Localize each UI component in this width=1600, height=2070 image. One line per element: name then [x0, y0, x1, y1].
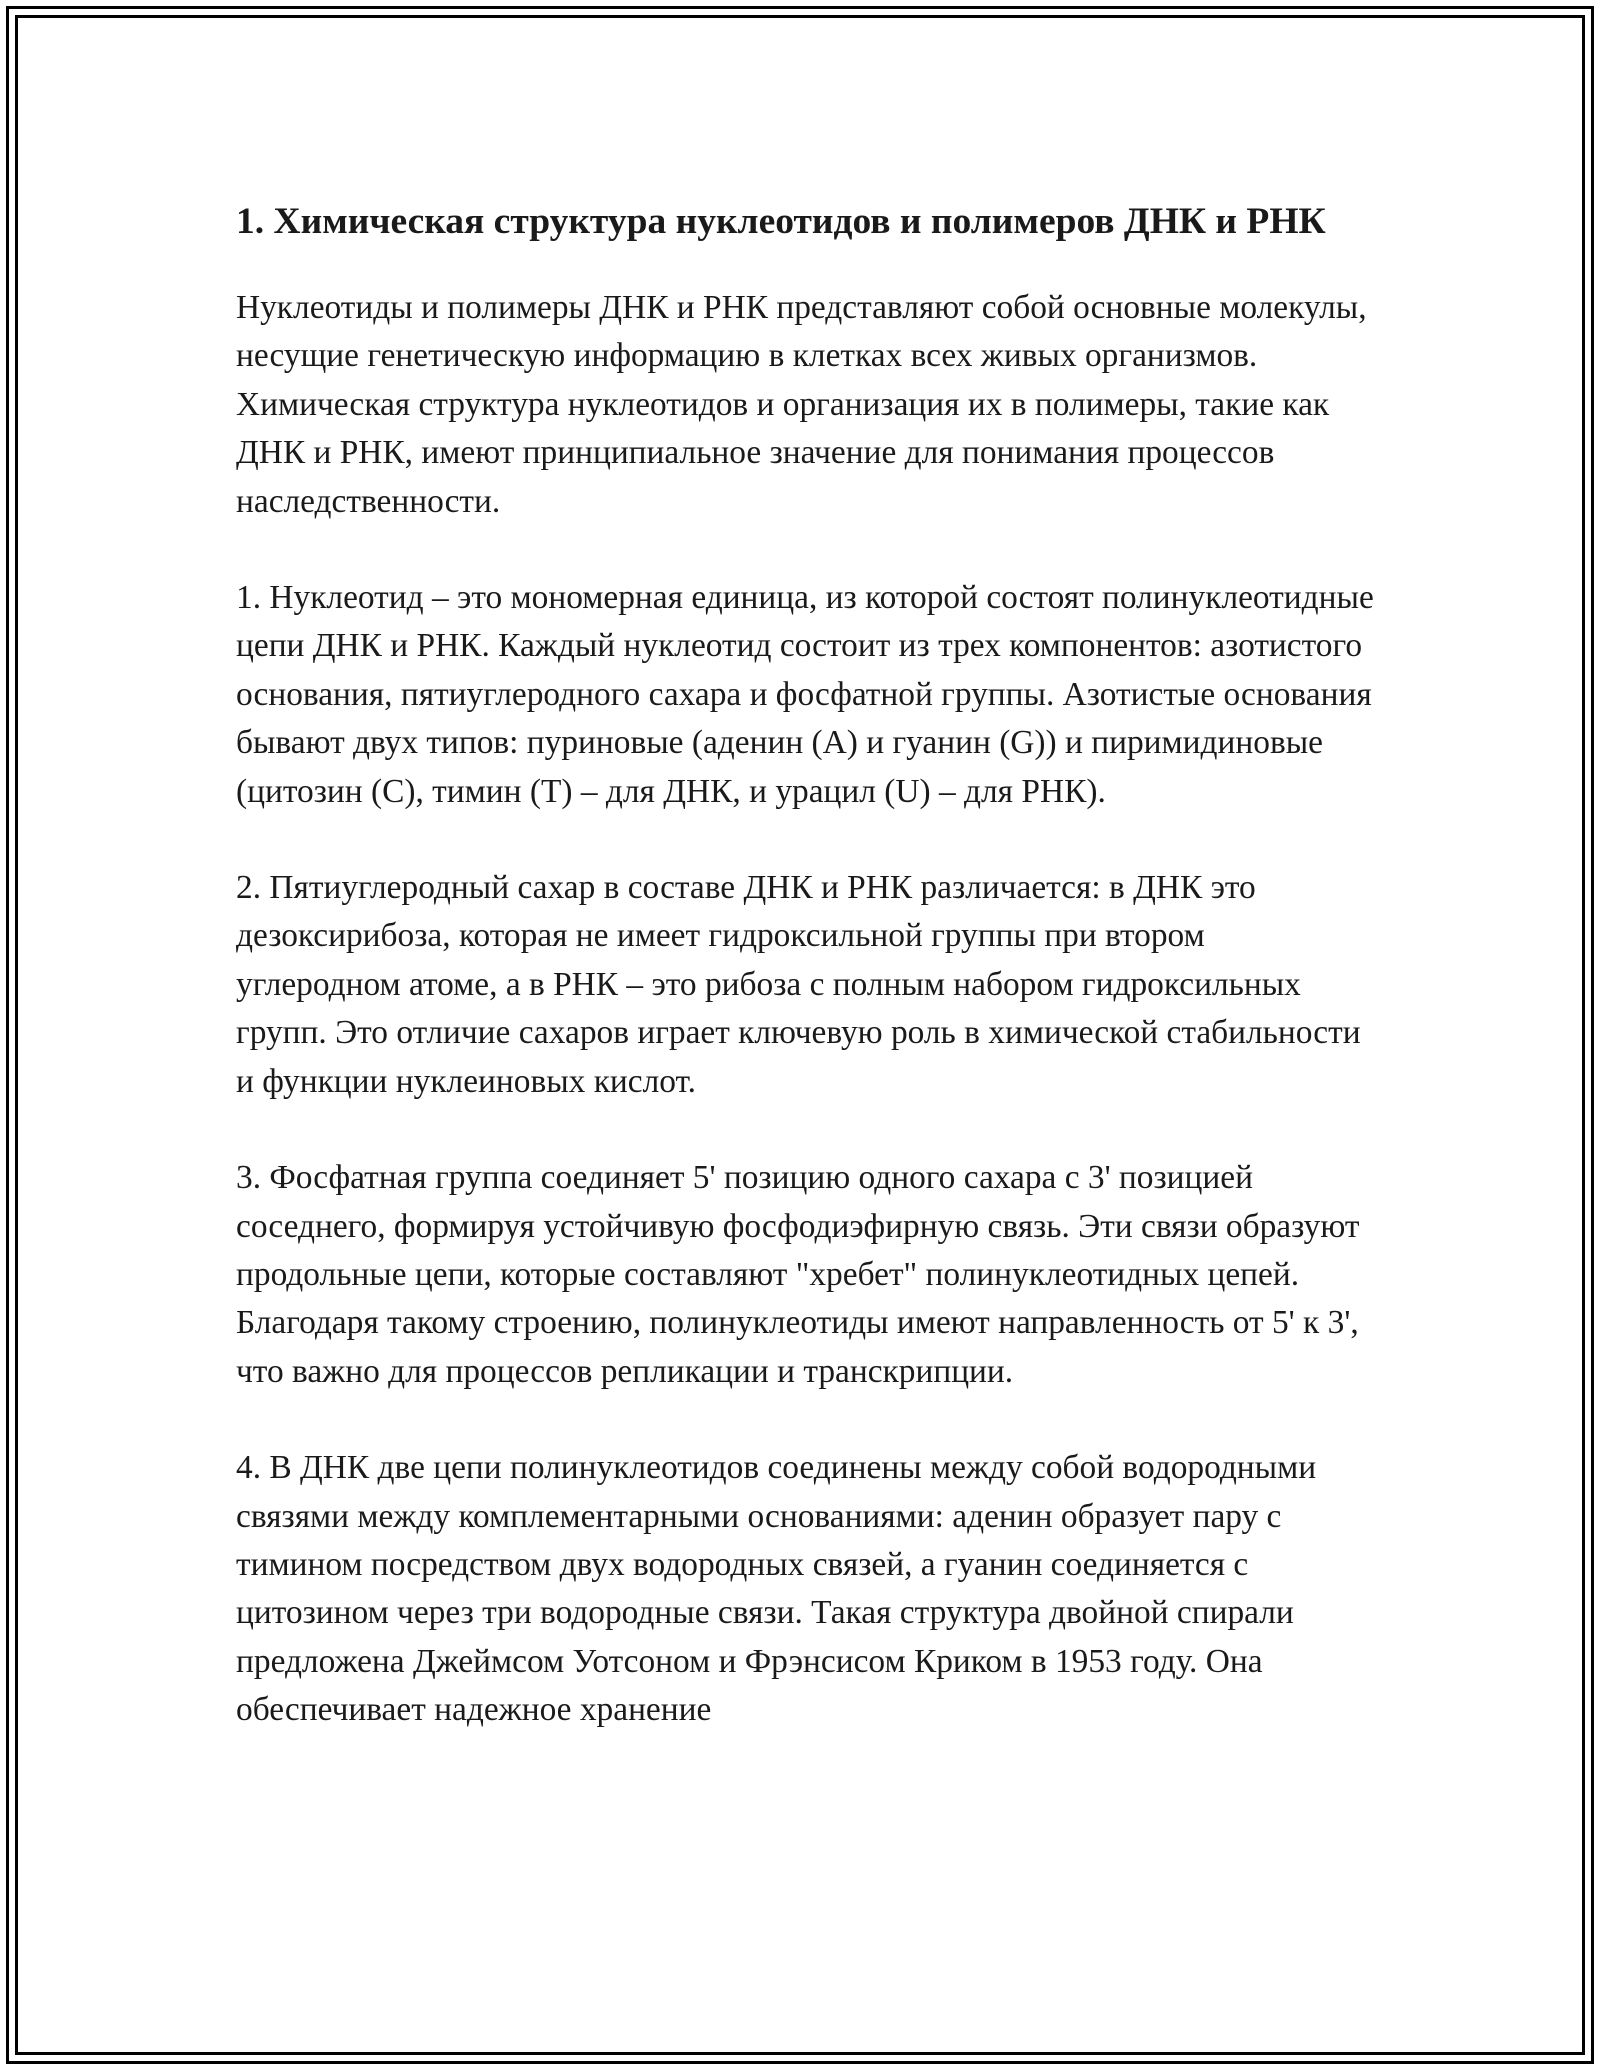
- paragraph-sugar: 2. Пятиуглеродный сахар в составе ДНК и РНК различается: в ДНК это дезоксирибоза, которая не имеет гидроксильной группы при втором углеродном атоме, а в РНК – это рибоза с полным набором гидроксильных групп. Это отличие сахаров играет ключевую роль в химической стабильности и функции нуклеиновых кислот.: [236, 869, 1361, 1100]
- section-heading: 1. Химическая структура нуклеотидов и полимеров ДНК и РНК: [236, 201, 1326, 242]
- paragraph-double-helix: 4. В ДНК две цепи полинуклеотидов соединены между собой водородными связями между комплементарными основаниями: аденин образует пару с тимином посредством двух водородных связей, а гуанин соединяется с цитозином через три водородные связи. Такая структура двойной спирали предложена Джеймсом Уотсоном и Фрэнсисом Криком в 1953 году. Она обеспечивает надежное хранение: [236, 1449, 1317, 1729]
- document-body: [236, 186, 1376, 1783]
- paragraph-intro: Нуклеотиды и полимеры ДНК и РНК представляют собой основные молекулы, несущие генетическую информацию в клетках всех живых организмов. Химическая структура нуклеотидов и организация их в полимеры, такие как ДНК и РНК, имеют принципиальное значение для понимания процессов наследственности.: [236, 289, 1367, 520]
- paragraph-phosphate: 3. Фосфатная группа соединяет 5' позицию одного сахара с 3' позицией соседнего, формируя устойчивую фосфодиэфирную связь. Эти связи образуют продольные цепи, которые составляют "хребет" полинуклеотидных цепей. Благодаря такому строению, полинуклеотиды имеют направленность от 5' к 3', что важно для процессов репликации и транскрипции.: [236, 1159, 1360, 1390]
- paragraph-nucleotide: 1. Нуклеотид – это мономерная единица, из которой состоят полинуклеотидные цепи ДНК и РНК. Каждый нуклеотид состоит из трех компонентов: азотистого основания, пятиуглеродного сахара и фосфатной группы. Азотистые основания бывают двух типов: пуриновые (аденин (A) и гуанин (G)) и пиримидиновые (цитозин (C), тимин (T) – для ДНК, и урацил (U) – для РНК).: [236, 579, 1374, 810]
